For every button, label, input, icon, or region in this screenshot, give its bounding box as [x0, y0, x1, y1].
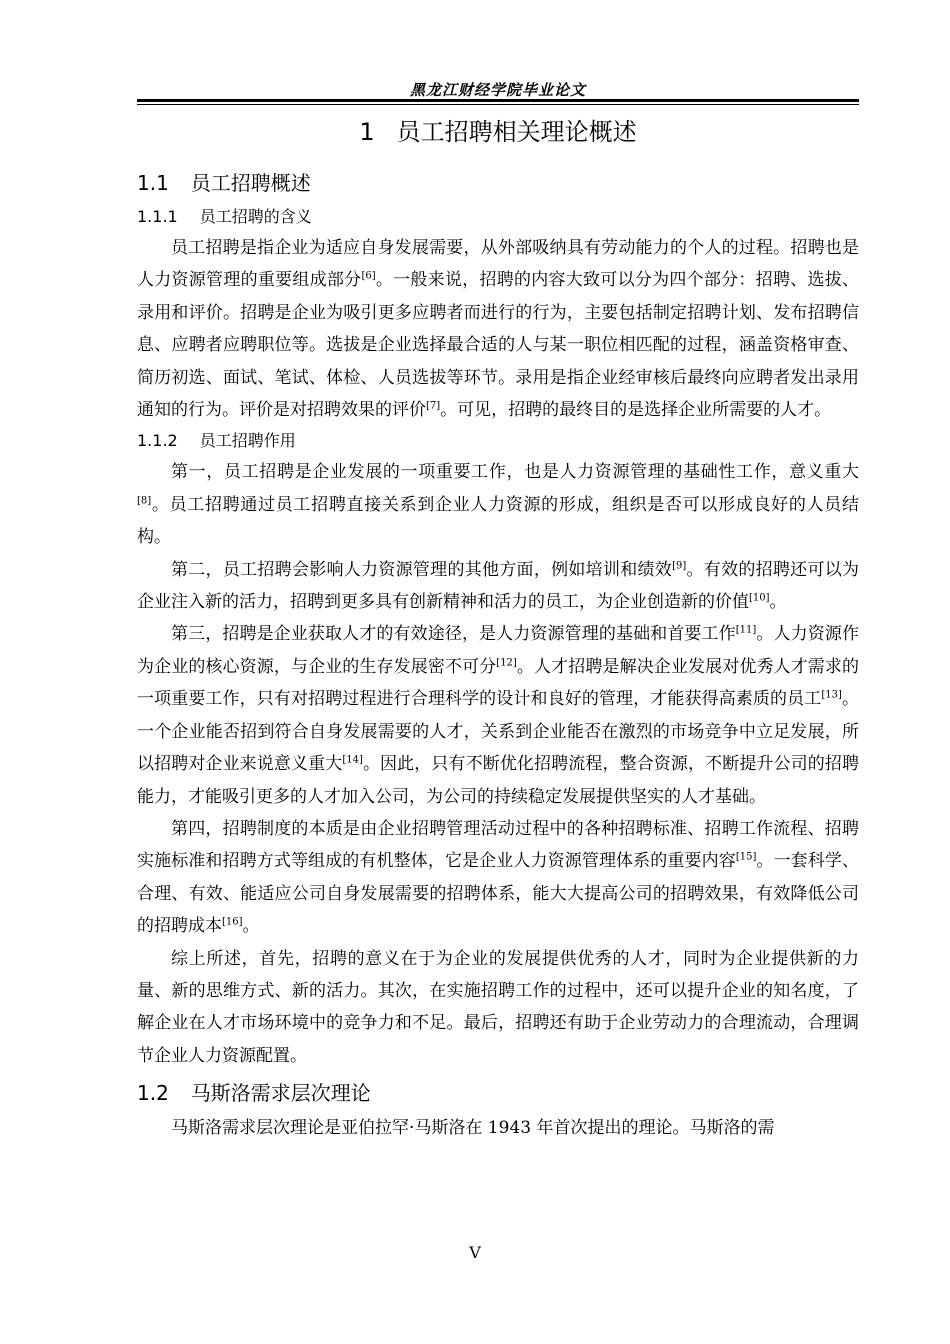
chapter-title: 员工招聘相关理论概述 — [396, 118, 637, 146]
paragraph-text: 。 — [242, 916, 260, 937]
subsection-heading — [137, 202, 859, 232]
page-body — [137, 112, 859, 1145]
citation-marker: [10] — [749, 592, 770, 604]
paragraph-text: 员工招聘是指企业为适应自身发展需要，从外部吸纳具有劳动能力的个人的过程。招聘也是人力资源管理的重要组成部分 — [137, 238, 859, 291]
subsection-number: 1.1.1 — [137, 207, 178, 226]
sections-container — [137, 164, 859, 1145]
section-heading — [137, 1074, 859, 1112]
header-rule-thick — [137, 99, 859, 102]
subsection-title: 员工招聘的含义 — [199, 207, 312, 226]
citation-marker: [14] — [342, 754, 363, 766]
chapter-number: 1 — [359, 118, 375, 146]
citation-marker: [15] — [735, 851, 757, 863]
section-title: 员工招聘概述 — [190, 171, 311, 195]
subsection-number: 1.1.2 — [137, 431, 178, 451]
body-paragraph — [137, 554, 859, 619]
paragraph-text: 。一个企业能否招到符合自身发展需要的人才，关系到企业能否在激烈的市场竞争中立足发展，所以招聘对企业来说意义重大 — [137, 689, 859, 775]
chapter-heading — [137, 112, 859, 152]
paragraph-text: 。因此，只有不断优化招聘流程，整合资源，不断提升公司的招聘能力，才能吸引更多的人才加入公司，为公司的持续稳定发展提供坚实的人才基础。 — [137, 754, 860, 807]
header-rule-thin — [137, 104, 859, 105]
paragraph-text: 第三，招聘是企业获取人才的有效途径，是人力资源管理的基础和首要工作 — [171, 624, 736, 645]
running-header: 黑龙江财经学院毕业论文 — [409, 81, 586, 99]
section-number: 1.1 — [137, 171, 169, 195]
body-paragraph — [137, 232, 859, 426]
citation-marker: [7] — [426, 400, 441, 412]
paragraph-text: 第二，员工招聘会影响人力资源管理的其他方面，例如培训和绩效 — [171, 559, 673, 580]
paragraph-text: 。一般来说，招聘的内容大致可以分为四个部分：招聘、选拔、录用和评价。招聘是企业为吸引更多应聘者而进行的行为，主要包括制定招聘计划、发布招聘信息、应聘者应聘职位等。选拔是企业选择最合适的人与某一职位相匹配的过程，涵盖资格审查、简历初选、面试、笔试、体检、人员选拔等环节。录用是指企业经审核后最终向应聘者发出录用通知的行为。评价是对招聘效果的评价 — [137, 270, 860, 421]
subsection-heading — [137, 426, 859, 456]
section-heading — [137, 164, 859, 202]
paragraph-text: 。一套科学、合理、有效、能适应公司自身发展需要的招聘体系，能大大提高公司的招聘效果，有效降低公司的招聘成本 — [137, 851, 860, 937]
citation-marker: [16] — [222, 916, 243, 928]
body-paragraph — [137, 618, 859, 812]
subsection-title: 员工招聘作用 — [199, 431, 296, 451]
paragraph-text: 。人才招聘是解决企业发展对优秀人才需求的一项重要工作，只有对招聘过程进行合理科学的设计和良好的管理，才能获得高素质的员工 — [137, 656, 860, 710]
paragraph-text: 。有效的招聘还可以为企业注入新的活力，招聘到更多具有创新精神和活力的员工，为企业创造新的价值 — [137, 559, 860, 613]
paragraph-text: 第一，员工招聘是企业发展的一项重要工作，也是人力资源管理的基础性工作，意义重大 — [171, 462, 859, 483]
paragraph-text: 。可见，招聘的最终目的是选择企业所需要的人才。 — [440, 400, 832, 421]
paragraph-text: 综上所述，首先，招聘的意义在于为企业的发展提供优秀的人才，同时为企业提供新的力量、新的思维方式、新的活力。其次，在实施招聘工作的过程中，还可以提升企业的知名度，了解企业在人才市场环境中的竞争力和不足。最后，招聘还有助于企业劳动力的合理流动，合理调节企业人力资源配置。 — [137, 948, 859, 1066]
citation-marker: [8] — [137, 495, 152, 507]
body-paragraph — [137, 456, 859, 553]
body-paragraph — [137, 813, 859, 943]
section-number: 1.2 — [137, 1081, 169, 1106]
paragraph-text: 。 — [769, 592, 787, 613]
citation-marker: [11] — [735, 624, 757, 636]
paragraph-text: 。人力资源作为企业的核心资源，与企业的生存发展密不可分 — [137, 624, 859, 677]
citation-marker: [9] — [672, 560, 687, 571]
body-paragraph — [137, 943, 859, 1073]
citation-marker: [13] — [821, 689, 842, 701]
paragraph-text: 。员工招聘通过员工招聘直接关系到企业人力资源的形成，组织是否可以形成良好的人员结构。 — [137, 494, 859, 548]
citation-marker: [12] — [496, 657, 517, 669]
page-number: V — [469, 1243, 481, 1262]
citation-marker: [6] — [361, 270, 376, 282]
body-paragraph — [137, 1112, 859, 1144]
paragraph-text: 第四，招聘制度的本质是由企业招聘管理活动过程中的各种招聘标准、招聘工作流程、招聘实施标准和招聘方式等组成的有机整体，它是企业人力资源管理体系的重要内容 — [137, 818, 859, 872]
section-title: 马斯洛需求层次理论 — [190, 1081, 371, 1106]
paragraph-text: 马斯洛需求层次理论是亚伯拉罕·马斯洛在 1943 年首次提出的理论。马斯洛的需 — [171, 1118, 775, 1139]
